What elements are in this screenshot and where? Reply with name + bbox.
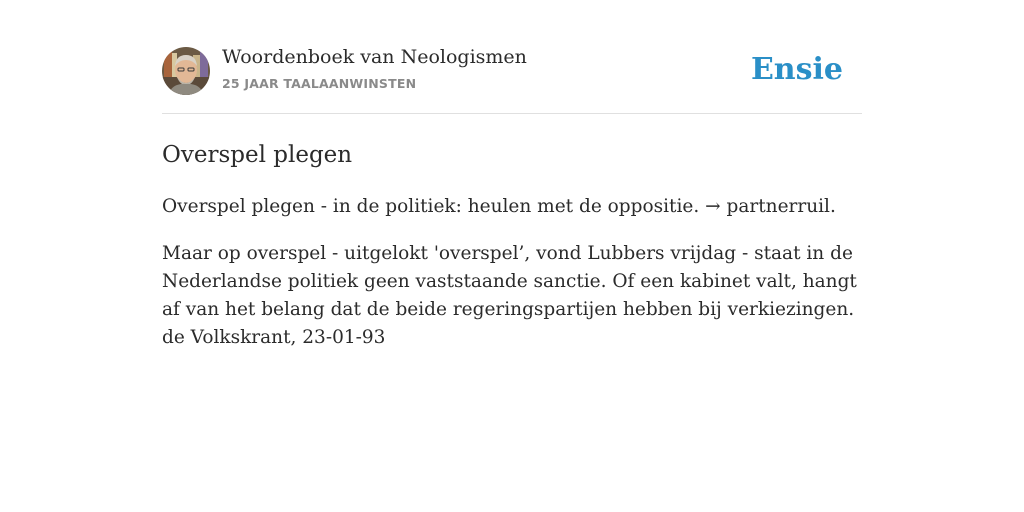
source-name[interactable]: Woordenboek van Neologismen xyxy=(222,46,527,68)
entry-definition xyxy=(162,193,862,221)
author-portrait-icon xyxy=(162,47,210,95)
see-also-link[interactable]: partnerruil. xyxy=(726,196,836,217)
entry-title: Overspel plegen xyxy=(162,142,353,168)
definition-text: Overspel plegen - in de politiek: heulen met de oppositie. xyxy=(162,196,700,217)
source-header xyxy=(162,46,862,114)
source-subtitle: 25 JAAR TAALAANWINSTEN xyxy=(222,76,417,91)
avatar[interactable] xyxy=(162,47,210,95)
entry-card xyxy=(162,46,862,352)
arrow-right-icon: → xyxy=(705,196,721,217)
brand-logo[interactable]: Ensie xyxy=(750,52,843,87)
entry-citation: Maar op overspel - uitgelokt 'overspel’, vond Lubbers vrijdag - staat in de Nederlandse politiek geen vaststaande sanctie. Of een kabinet valt, hangt af van het belang dat de beide regeringspartijen hebben bij verkiezingen. de Volkskrant, 23-01-93 xyxy=(162,243,857,348)
